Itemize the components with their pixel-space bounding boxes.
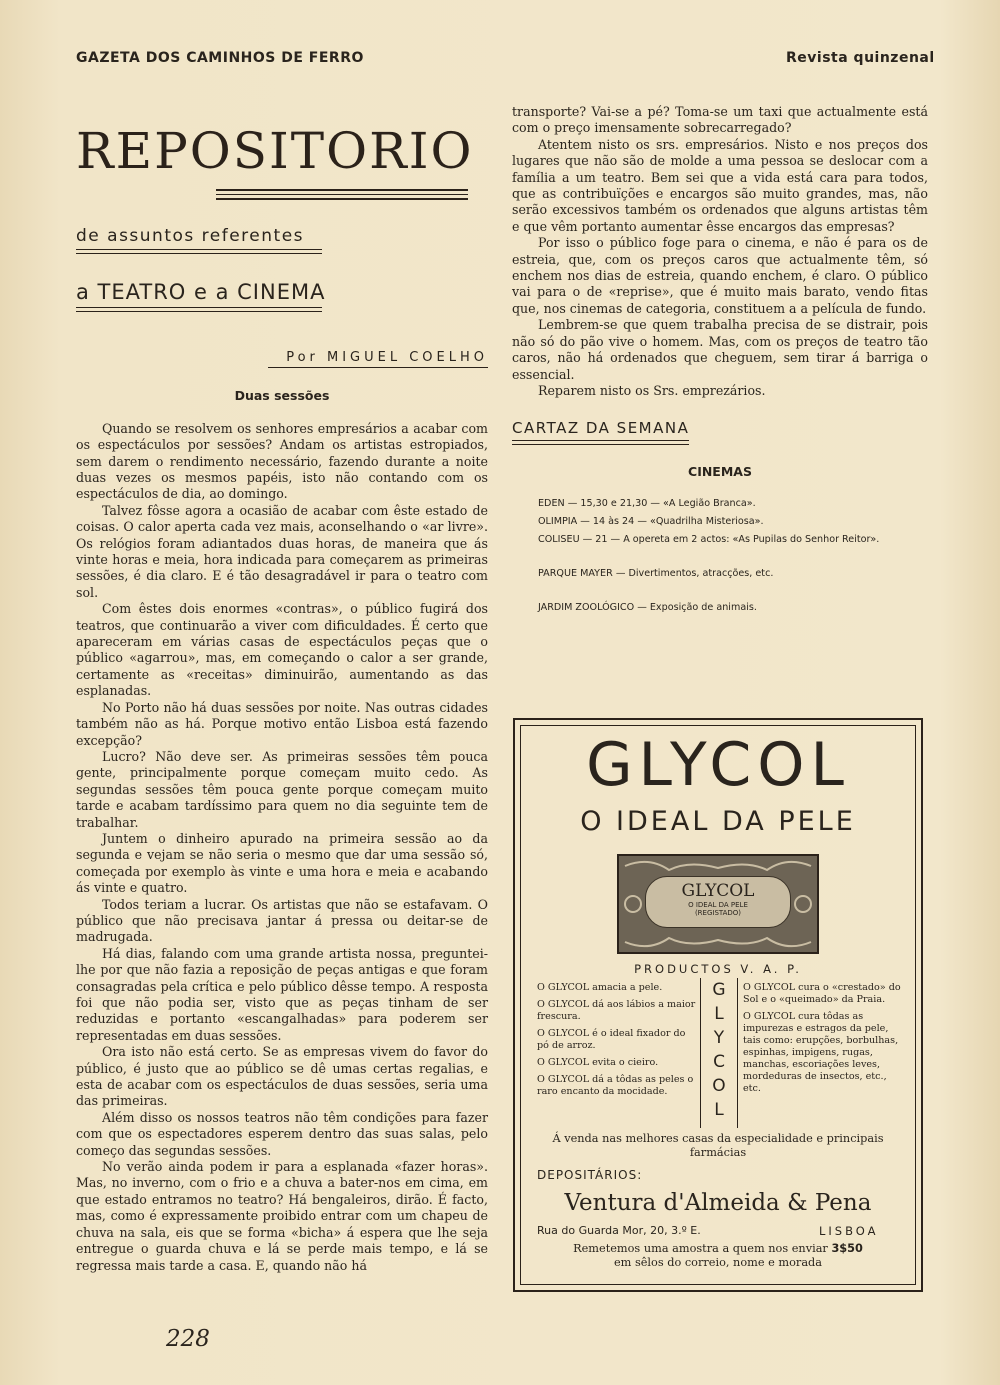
publication-frequency: Revista quinzenal [786,50,935,66]
benefits-right [743,982,905,1100]
paragraph: Com êstes dois enormes «contras», o público fugirá dos teatros, que continuarão a viver com dificuldades. É certo que apareceram em várias casas de espectáculos peças que o público «agarrou», mas, em começando o calor a ser grande, certamente as «receitas» diminuirão, aumentando as das esplanadas. [76,601,488,699]
ad-availability: Á venda nas melhores casas da especialidade e principais farmácias [552,1132,884,1159]
paragraph: Ora isto não está certo. Se as empresas vivem do favor do público, é justo que ao público se dê umas certas regalias, e esta de acabar com os espectáculos de duas sessões, seria uma das primeiras. [76,1044,488,1109]
benefit-item: O GLYCOL é o ideal fixador do pó de arroz. [537,1028,686,1051]
paragraph: Além disso os nossos teatros não têm condições para fazer com que os espectadores esperem dentro das suas salas, pelo começo das segundas sessões. [76,1109,488,1158]
paragraph: Há dias, falando com uma grande artista nossa, preguntei-lhe por que não fazia a reposição de peças antigas e que foram consagradas pela crítica e pelo público dêsse tempo. A resposta foi que não podia ser, visto que as peças tinham de ser reduzidas e portanto «escangalhadas» para poderem ser representadas em duas sessões. [76,945,488,1043]
label-brand: GLYCOL [681,881,755,901]
ad-city: LISBOA [819,1224,879,1238]
ad-slogan: O IDEAL DA PELE [580,806,856,837]
article-body-left [76,421,488,1274]
benefits-left [537,982,697,1103]
article-title: REPOSITORIO [76,122,474,180]
vertical-letter: O [712,1076,726,1096]
ad-company: Ventura d'Almeida & Pena [564,1190,872,1216]
vertical-letter: Y [713,1028,725,1048]
cinemas-heading: CINEMAS [688,464,752,480]
title-rules [216,189,468,200]
ad-address: Rua do Guarda Mor, 20, 3.º E. [537,1224,701,1237]
vertical-letter: L [714,1100,724,1120]
paragraph: Juntem o dinheiro apurado na primeira sessão ao da segunda e vejam se não seria o mesmo que dar uma sessão só, começada por exemplo às vinte e uma hora e meia e acabando ás vinte e quatro. [76,830,488,896]
product-label-image [617,854,819,954]
left-column [76,108,488,1274]
section-heading: Duas sessões [234,387,330,403]
page-number: 228 [166,1326,210,1352]
paragraph: Atentem nisto os srs. empresários. Nisto e nos preços dos lugares que não são de molde a uma pessoa se deslocar com a família a um teatro. Bem sei que a vida está cara para todos, que as contribuïções e encargos são muito grandes, mas, não serão excessivos também os ordenados que alguns artistas têm e que vêm portanto aumentar êsse encargos das empresas? [512,136,928,234]
label-line1: O IDEAL DA PELE [688,901,748,909]
article-subtitle-line2: a TEATRO e a CINEMA [76,279,326,304]
byline-rule [268,367,488,368]
article-subtitle-line1: de assuntos referentes [76,225,305,246]
vertical-letter: L [714,1004,724,1024]
cartaz-rule-2 [512,444,689,445]
vertical-letter: C [713,1052,725,1072]
paragraph: Lucro? Não deve ser. As primeiras sessões têm pouca gente, principalmente porque começam muito cedo. As segundas sessões têm pouca gente porque começam muito tarde e acabam tardíssimo para quem no dia seguinte tem de trabalhar. [76,748,488,830]
label-plate [645,876,791,928]
benefit-item: O GLYCOL dá a tôdas as peles o raro encanto da mocidade. [537,1074,694,1097]
ad-brand: GLYCOL [586,730,850,800]
jardim-listing: JARDIM ZOOLÓGICO — Exposição de animais. [538,602,757,614]
label-line2: (REGISTADO) [694,909,742,917]
cinema-listing: OLIMPIA — 14 às 24 — «Quadrilha Misteriosa». [538,516,764,528]
subtitle-rule-1 [76,249,322,250]
paragraph: Reparem nisto os Srs. emprezários. [538,382,766,398]
benefit-item: O GLYCOL evita o cieiro. [537,1057,659,1068]
vertical-brand [700,978,738,1128]
cartaz-title: CARTAZ DA SEMANA [512,419,690,438]
cartaz-heading [512,419,689,448]
sample-text-2: em sêlos do correio, nome e morada [613,1256,823,1269]
vertical-letter: G [712,980,726,1000]
paragraph: Por isso o público foge para o cinema, e não é para os de estreia, que, com os preços caros que actualmente têm, só enchem nos dias de estreia, quando enchem, é claro. O público vai para o de «reprise», que é muito mais barato, vendo fitas que, nos cinemas de categoria, constituem a a película de fundo. [512,235,928,316]
paragraph: Todos teriam a lucrar. Os artistas que não se estafavam. O público que não precisava jantar á pressa ou deitar-se de madrugada. [76,896,488,945]
paragraph: Talvez fôsse agora a ocasião de acabar com êste estado de coisas. O calor aperta cada vez mais, aconselhando o «ar livre». Os relógios foram adiantados duas horas, de maneira que ás vinte horas e meia, hora indicada para começarem as primeiras sessões, é dia claro. E é tão desagradável ir para o teatro com sol. [76,502,488,600]
paragraph: Lembrem-se que quem trabalha precisa de se distrair, pois não só do pão vive o homem. Mas, com os preços de teatro tão caros, não há ordenados que cheguem, sem tirar á barriga o essencial. [512,317,928,382]
paragraph: No Porto não há duas sessões por noite. Nas outras cidades também não as há. Porque motivo então Lisboa está fazendo excepção? [76,699,488,748]
subtitle-rule-2 [76,253,322,254]
benefit-item: O GLYCOL amacia a pele. [537,982,663,993]
article-body-right [512,104,928,399]
sample-text: Remetemos uma amostra a quem nos enviar [573,1242,828,1255]
article-byline: Por MIGUEL COELHO [286,349,488,365]
benefit-item: O GLYCOL cura tôdas as impurezas e estragos da pele, tais como: erupções, borbulhas, espinhas, impigens, rugas, manchas, escoriações leves, mordeduras de insectos, etc., etc. [743,1011,899,1094]
ad-products: PRODUCTOS V. A. P. [634,962,802,976]
sample-price: 3$50 [831,1242,863,1255]
ad-depositarios-label: DEPOSITÁRIOS: [537,1168,643,1182]
right-column [512,104,928,617]
publication-title: GAZETA DOS CAMINHOS DE FERRO [76,50,364,66]
benefit-item: O GLYCOL cura o «crestado» do Sol e o «queimado» da Praia. [743,982,901,1005]
subtitle-rule-4 [76,311,322,312]
cinema-listing: EDEN — 15,30 e 21,30 — «A Legião Branca». [538,498,756,510]
paragraph-continuation: transporte? Vai-se a pé? Toma-se um taxi que actualmente está com o preço imensamente sobrecarregado? [512,104,928,136]
ad-sample-offer [531,1242,905,1270]
paragraph: No verão ainda podem ir para a esplanada «fazer horas». Mas, no inverno, com o frio e a chuva a bater-nos em cima, em que estado entramos no teatro? Há bengaleiros, dirão. É facto, mas, como é expressamente proibido entrar com um chapeu de chuva na sala, eis que se forma «bicha» á espera que lhe seja entregue o guarda chuva e lá se perde mais tempo, e lá se regressa mais tarde a casa. E, quando não há [76,1159,488,1273]
parque-listing: PARQUE MAYER — Divertimentos, atracções, etc. [538,568,774,580]
subtitle-rule-3 [76,307,322,308]
glycol-advertisement [513,718,923,1292]
cartaz-rule-1 [512,440,689,441]
cinema-listing: COLISEU — 21 — A opereta em 2 actos: «As Pupilas do Senhor Reitor». [538,534,880,546]
benefit-item: O GLYCOL dá aos lábios a maior frescura. [537,999,696,1022]
paragraph: Quando se resolvem os senhores empresários a acabar com os espectáculos por sessões? Andam os artistas estropiados, sem darem o rendimento necessário, fazendo durante a noite duas vezes os mesmos papéis, isto não contando com os espectáculos de dia, ao domingo. [76,420,488,502]
